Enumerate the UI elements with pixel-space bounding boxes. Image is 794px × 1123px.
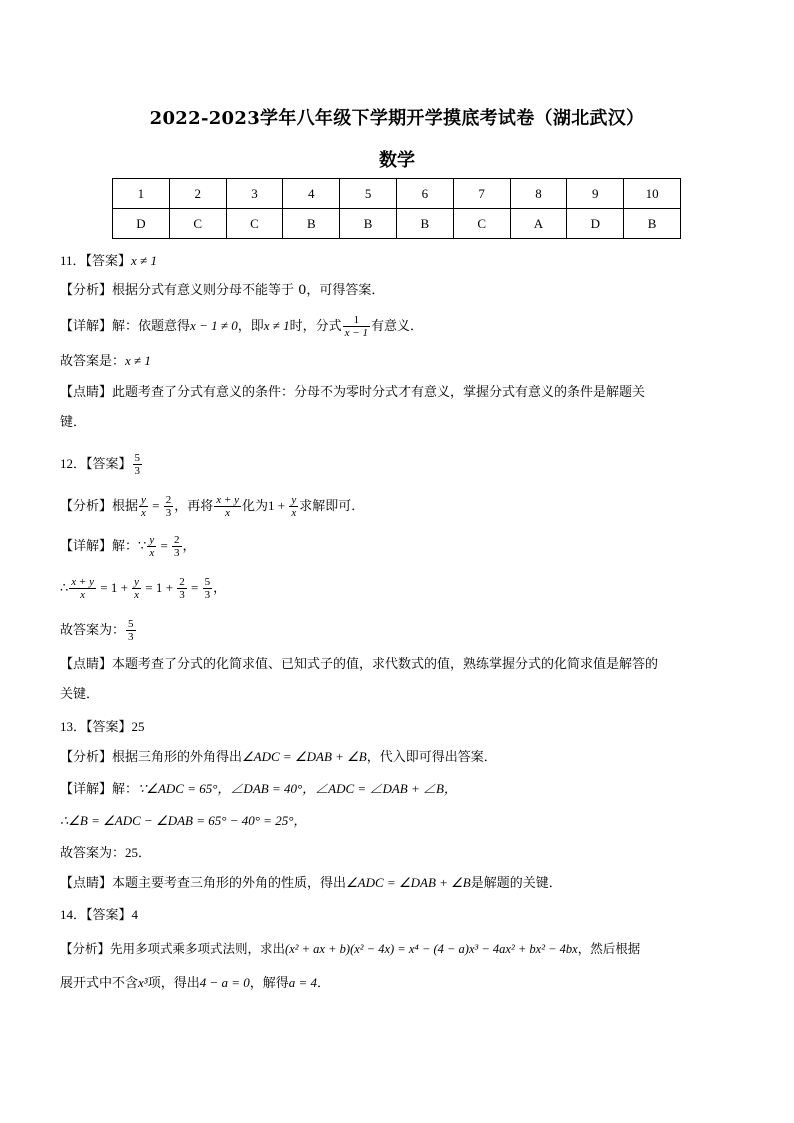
math-expr: 25． (125, 845, 152, 860)
comment-text: 此题考查了分式有意义的条件：分母不为零时分式才有意义，掌握分式有意义的条件是解题关 (112, 385, 646, 400)
q14-analysis-line-2 (60, 974, 330, 993)
table-cell: B (283, 209, 340, 239)
numerator: 2 (179, 576, 185, 588)
answer-table-number-row (113, 179, 681, 209)
question-number: 12． (60, 456, 87, 471)
math-expr: ∵∠ADC = 65°，∠DAB = 40°，∠ADC = ∠DAB + ∠B， (138, 781, 457, 796)
denominator: x (291, 507, 297, 519)
denominator: x (141, 507, 146, 519)
numerator: y (134, 576, 140, 588)
detail-text: 有意义． (370, 319, 423, 334)
table-cell: A (510, 209, 567, 239)
fraction (164, 494, 174, 519)
equals-sign: = (187, 580, 202, 595)
question-number: 14． (60, 907, 87, 922)
table-cell: B (396, 209, 453, 239)
fraction (177, 576, 187, 601)
fraction (147, 534, 156, 559)
fraction (343, 314, 370, 339)
answer-label: 【答案】 (86, 720, 132, 735)
denominator: x (80, 589, 86, 601)
table-cell: 5 (340, 179, 397, 209)
numerator: y (291, 494, 297, 506)
analysis-text: 先用多项式乘多项式法则，求出 (110, 941, 286, 956)
analysis-text: ． (317, 976, 331, 991)
analysis-text: 求解即可． (299, 499, 365, 514)
q11-detail-line (60, 314, 423, 339)
numerator: 5 (134, 452, 141, 464)
table-cell: D (567, 209, 624, 239)
analysis-label: 【分析】 (60, 499, 113, 514)
comment-label: 【点睛】 (60, 876, 113, 891)
numerator: x + y (216, 494, 239, 506)
q13-final-line (60, 844, 151, 863)
analysis-label: 【分析】 (60, 283, 113, 298)
q14-answer-line (60, 906, 138, 925)
table-cell: 8 (510, 179, 567, 209)
punctuation: ， (213, 581, 227, 596)
numerator: x + y (71, 576, 94, 588)
question-number: 13． (60, 719, 87, 734)
denominator: x (149, 547, 155, 559)
comment-text: 是解题的关键． (470, 876, 562, 891)
fraction (133, 452, 143, 477)
fraction (289, 494, 298, 519)
table-cell: C (169, 209, 226, 239)
q12-analysis-line (60, 494, 364, 519)
q11-final-line (60, 352, 151, 371)
analysis-text: ，再将 (174, 499, 214, 514)
comment-text: 关键． (60, 687, 100, 702)
detail-text: 依题意得 (138, 319, 191, 334)
analysis-text: 项，得出 (147, 976, 200, 991)
therefore-symbol: ∴ (60, 580, 69, 595)
detail-text: 时，分式 (289, 319, 342, 334)
denominator: x (225, 507, 231, 519)
q12-comment-line (60, 656, 658, 674)
analysis-text: 根据分式有意义则分母不能等于 0，可得答案． (112, 283, 385, 298)
table-cell: C (226, 209, 283, 239)
analysis-text: ，代入即可得出答案． (366, 750, 497, 765)
math-expr: (x² + ax + b)(x² − 4x) = x⁴ − (4 − a)x³ − 4ax² + bx² − 4bx (285, 942, 578, 956)
q14-analysis-line (60, 940, 640, 958)
because-symbol: ∵ (138, 538, 147, 553)
analysis-text: 根据三角形的外角得出 (112, 750, 243, 765)
math-expr: ∠ADC = ∠DAB + ∠B (242, 749, 367, 764)
table-cell: C (453, 209, 510, 239)
analysis-label: 【分析】 (60, 750, 113, 765)
math-expr: 1 + (110, 580, 132, 595)
final-label: 故答案为： (60, 623, 126, 638)
q13-detail-line (60, 780, 457, 799)
fraction (139, 494, 148, 519)
equals-sign: = (157, 538, 172, 553)
detail-label: 【详解】 (60, 319, 113, 334)
analysis-text: ，然后根据 (577, 941, 641, 956)
answer-label: 【答案】 (85, 254, 132, 269)
table-cell: 4 (283, 179, 340, 209)
q12-final-line (60, 618, 137, 643)
comment-label: 【点睛】 (60, 657, 113, 672)
denominator: 3 (204, 589, 211, 601)
q11-answer-line (60, 252, 157, 271)
numerator: 2 (165, 494, 172, 506)
answer-label: 【答案】 (86, 457, 132, 472)
page-title: 2022-2023学年八年级下学期开学摸底考试卷（湖北武汉） (149, 108, 645, 129)
denominator: 3 (179, 589, 185, 601)
fraction (214, 494, 241, 519)
solve-label: 解： (112, 539, 139, 554)
fraction (126, 618, 136, 643)
denominator: 3 (128, 631, 134, 643)
q13-derivation-line (60, 812, 306, 831)
fraction (132, 576, 141, 601)
table-cell: 9 (567, 179, 624, 209)
final-label: 故答案为： (60, 846, 126, 861)
denominator: x − 1 (344, 327, 368, 339)
table-cell: 1 (113, 179, 170, 209)
table-cell: 6 (396, 179, 453, 209)
analysis-text: 化为 (241, 499, 268, 514)
q13-analysis-line (60, 748, 497, 767)
fraction (172, 534, 182, 559)
detail-label: 【详解】 (60, 782, 113, 797)
answer-expr: x ≠ 1 (131, 253, 157, 268)
comment-text: 本题主要考查三角形的外角的性质，得出 (112, 876, 347, 891)
table-cell: 3 (226, 179, 283, 209)
solve-label: 解： (112, 319, 139, 334)
numerator: 2 (174, 534, 180, 546)
final-label: 故答案是： (60, 354, 126, 369)
denominator: x (134, 589, 140, 601)
q11-analysis-line (60, 282, 384, 300)
answer-table (112, 178, 681, 239)
table-cell: D (113, 209, 170, 239)
question-number: 11． (60, 253, 86, 268)
detail-text: ，即 (237, 319, 264, 334)
q12-comment-line-2 (60, 686, 99, 704)
answer-table-answer-row (113, 209, 681, 239)
equals-sign: = (148, 498, 163, 513)
math-expr: 4 − a = 0 (199, 975, 250, 990)
numerator: 1 (343, 314, 370, 327)
math-expr: 1 + (155, 580, 177, 595)
equals-sign: = (96, 580, 111, 595)
analysis-text: 根据 (112, 499, 139, 514)
math-expr: ∴∠B = ∠ADC − ∠DAB = 65° − 40° = 25°， (60, 813, 307, 828)
table-cell: B (340, 209, 397, 239)
q12-answer-line (60, 452, 143, 477)
equals-sign: = (142, 580, 156, 595)
math-expr: x³ (138, 975, 148, 990)
fraction (69, 576, 96, 601)
comment-label: 【点睛】 (60, 385, 113, 400)
answer-expr: 25 (131, 719, 145, 734)
numerator: 5 (128, 618, 134, 630)
denominator: 3 (174, 547, 180, 559)
analysis-label: 【分析】 (60, 941, 111, 956)
analysis-text: ，解得 (249, 976, 289, 991)
answer-expr: 4 (131, 907, 139, 922)
q13-answer-line (60, 718, 145, 737)
comment-text: 本题考查了分式的化简求值、已知式子的值，求代数式的值，熟练掌握分式的化简求值是解答的 (112, 657, 659, 672)
math-expr: ∠ADC = ∠DAB + ∠B (346, 875, 471, 890)
answer-label: 【答案】 (86, 908, 132, 923)
comment-text: 键． (60, 415, 87, 430)
q12-derivation-line (60, 576, 226, 601)
denominator: 3 (134, 465, 141, 477)
table-cell: 7 (453, 179, 510, 209)
math-expr: x ≠ 1 (125, 353, 151, 368)
fraction (203, 576, 213, 601)
denominator: 3 (165, 507, 172, 519)
table-cell: 2 (169, 179, 226, 209)
q13-comment-line (60, 874, 562, 893)
table-cell: B (624, 209, 681, 239)
math-expr: x − 1 ≠ 0 (190, 318, 238, 333)
q11-comment-line-2 (60, 414, 86, 432)
solve-label: 解： (112, 782, 139, 797)
q11-comment-line (60, 384, 645, 402)
page-subtitle: 数学 (379, 150, 415, 171)
math-expr: a = 4 (288, 975, 318, 990)
table-cell: 10 (624, 179, 681, 209)
detail-label: 【详解】 (60, 539, 113, 554)
numerator: 5 (204, 576, 211, 588)
analysis-text: 展开式中不含 (60, 976, 139, 991)
math-expr: x ≠ 1 (263, 318, 290, 333)
math-expr: 1 + (267, 498, 289, 513)
q12-detail-line (60, 534, 196, 559)
punctuation: ， (182, 539, 196, 554)
numerator: y (141, 494, 146, 506)
numerator: y (149, 534, 155, 546)
